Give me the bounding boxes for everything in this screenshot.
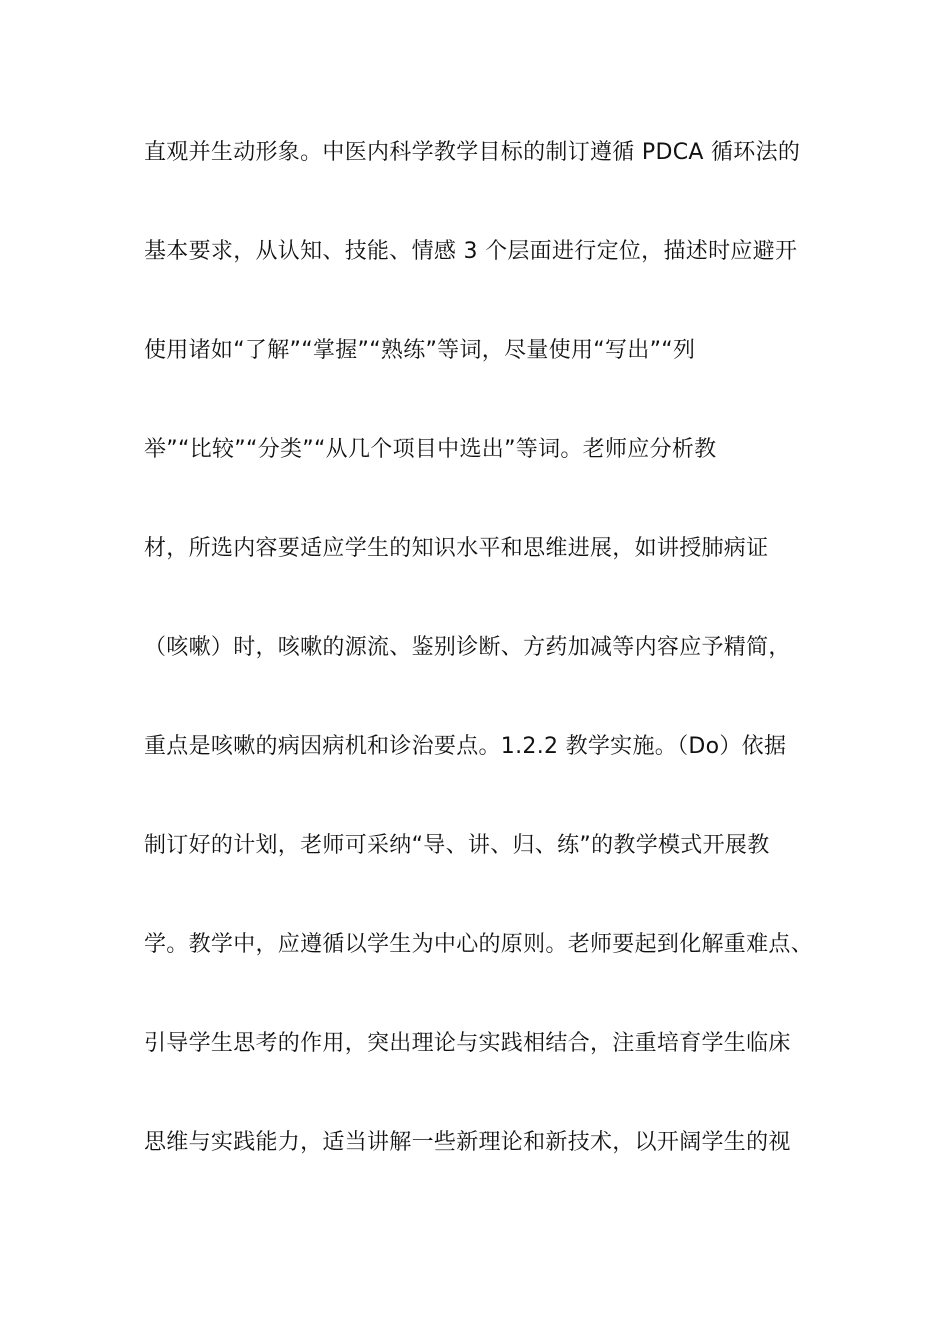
text-line: 直观并生动形象。中医内科学教学目标的制订遵循 PDCA 循环法的 xyxy=(144,140,801,165)
text-line: 引导学生思考的作用，突出理论与实践相结合，注重培育学生临床 xyxy=(144,1031,791,1056)
text-line: 材，所选内容要适应学生的知识水平和思维进展，如讲授肺病证 xyxy=(144,536,769,561)
text-line: 使用诸如“了解”“掌握”“熟练”等词，尽量使用“写出”“列 xyxy=(144,338,696,363)
text-line: 学。教学中，应遵循以学生为中心的原则。老师要起到化解重难点、 xyxy=(144,932,814,957)
text-line: 思维与实践能力，适当讲解一些新理论和新技术，以开阔学生的视 xyxy=(144,1130,791,1155)
text-line: （咳嗽）时，咳嗽的源流、鉴别诊断、方药加减等内容应予精简， xyxy=(144,635,791,660)
text-line: 举”“比较”“分类”“从几个项目中选出”等词。老师应分析教 xyxy=(144,437,717,462)
text-line: 制订好的计划，老师可采纳“导、讲、归、练”的教学模式开展教 xyxy=(144,833,770,858)
text-line: 基本要求，从认知、技能、情感 3 个层面进行定位，描述时应避开 xyxy=(144,239,798,264)
text-line: 重点是咳嗽的病因病机和诊治要点。1.2.2 教学实施。（Do）依据 xyxy=(144,734,787,759)
body-text xyxy=(144,124,824,1213)
